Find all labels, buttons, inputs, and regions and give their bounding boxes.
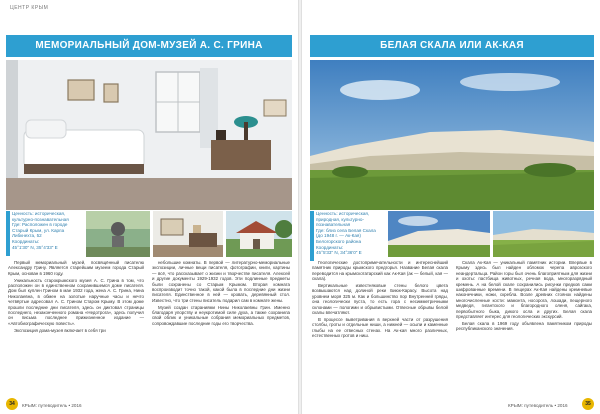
paragraph: Вертикальные известняковые стены белого цвета возвышаются над долиной реки Биюк-Карасу. Высота над уровнем моря 325 м. Как и большинство пор Внутренней гряды, она геологически пуста, то есть гора с несимметричными склонами — пологими и обрывистыми. Отвесные обрывы белой скалы впечатляют.	[312, 283, 448, 316]
caption-line: (до 1948 г. — Ак-Кая)	[316, 233, 361, 239]
bust-photo	[86, 211, 150, 257]
paragraph: В процессе выветривания в верхней части от разрушения столбы, гроты и отдельные ниши, а нижней — осыпи и каменные глыбы на ее отвесных стенах. На Ак-кая много различных, естественных гротов и ниш.	[312, 316, 448, 339]
museum-room-photo	[6, 60, 292, 210]
paragraph: Экспозиция дома-музея включает в себя три	[14, 327, 106, 333]
paragraph: Белая скала в 1969 году объявлена памятником природы республиканского значения.	[456, 320, 592, 332]
caption-line: Координаты:	[12, 238, 40, 244]
caption-line: культурно-познавательная	[12, 216, 69, 222]
house-exterior-photo	[226, 211, 292, 257]
left-text-column-2	[152, 260, 290, 328]
page-number: 35	[582, 398, 594, 410]
paragraph: Уникальность старокрымского музея А. С. Грина в том, что расположен он в единственном сохранившемся доме писателя. Дом был куплен Грином в мае 1932 года, жена А. С. Грина, Нина Николаевна, в обмен на золотые наручные часы и нечто четвёртые адресовал А. С. Грином Старом Крыму. В этом доме прошли последние дни писателя, здесь он диктовал страницы последнего, незаконченного романа «Недотрога», здесь получил он письма последнее прижизненное издание — «Автобиографическую повесть».	[8, 277, 144, 326]
right-text-column-2	[456, 260, 592, 333]
left-page	[0, 0, 298, 414]
museum-caption	[12, 211, 82, 250]
page-number: 34	[6, 398, 18, 410]
cliff-landscape	[310, 60, 594, 210]
paragraph: Скала Ак-Кая — уникальный памятник истории. Впервые в Крыму здесь был найден обломок черепа аврозского неандертальца. Район горы был очень благоприятным для жизни и охоты: пастбища животных, речная вода, многоразрядный кремень. А на белой скале сохранились рисунки предков сами шифрованные времени. В пещерах Ак-Кая найдены кремневые наконечники, ножи, скребла. Возле древних стоянок найдены многочисленные кости: мамонта, носорога, лошади, пещерного медведя, гигантского и благородного оленя, сайгака, первобытного быка, дикого осла и других. Белая скала представляет интерес для геологических экскурсий.	[456, 260, 592, 320]
paragraph: небольшие комнаты. В первой — литературно-мемориальные экспозиции, личные вещи писателя, фотографии, книги, картины — всё, что рассказывает о жизни и творчестве писателя. Алексей и другие документы 1929-1932 годов. Эти подлинные предметы были сохранены со Старым Крымом. Вторая комната воспроизводит точно такой, какой была в последние дни жизни писателя. Единственное в ней — кровать, деревянный стол. Известно, что три стены писатель подарил сам в комнате жены.	[152, 260, 290, 303]
caption-line: природная, культурно-	[316, 216, 364, 222]
right-text-column-1	[312, 260, 448, 340]
caption-line: Ценность: историческая,	[316, 211, 370, 216]
study-room-photo	[153, 211, 223, 257]
caption-line: Старый Крым, ул. Карла	[12, 227, 65, 233]
left-page-title: МЕМОРИАЛЬНЫЙ ДОМ-МУЗЕЙ А. С. ГРИНА	[6, 35, 292, 57]
caption-line: познавательная	[316, 222, 351, 228]
rock-caption	[316, 211, 386, 256]
caption-line: Белогорского района	[316, 238, 362, 244]
paragraph: Первый мемориальный музей, посвящённый писателю Александру Грину. Является старейшим музеем города Старый Крым, основан в 1960 году.	[8, 260, 144, 276]
caption-line: 45°5'33" N, 34°36'0" E	[316, 250, 362, 256]
page-footer: КРЫМ: путеводитель • 2016	[22, 403, 82, 408]
page-footer: КРЫМ: путеводитель • 2016	[508, 403, 568, 408]
valley-photo	[493, 211, 594, 257]
caption-accent-bar	[310, 211, 314, 261]
caption-accent-bar	[6, 211, 10, 256]
right-page-title: БЕЛАЯ СКАЛА ИЛИ АК-КАЯ	[310, 35, 594, 57]
running-head: ЦЕНТР КРЫМ	[10, 5, 49, 11]
left-text-column-1	[8, 260, 144, 334]
right-page	[302, 0, 600, 414]
white-rock-photo	[310, 60, 594, 210]
caption-line: Где: близ села Белая Скала	[316, 227, 376, 233]
paragraph: Геологические достопримечательности и интереснейший памятник природы крымского предгорья. Название Белая скала переводится на крымскотатарский как Ак-Кая (ак — белый, кая — скала).	[312, 260, 448, 282]
caption-line: 45°1'30" N, 35°4'33" E	[12, 244, 58, 250]
caption-line: Координаты:	[316, 244, 344, 250]
caption-line: Ценность: историческая,	[12, 211, 66, 216]
caption-line: Где: Расположен в городе	[12, 222, 68, 228]
rock-closeup-photo	[388, 211, 490, 257]
paragraph: Музей создан стараниями Нины Николаевны Грин. Именно благодаря упорству и неукротимой силе духа, а также сохранила свой облик и уникальные собрания мемориальных предметов, сопровождавшие последние годы его творчества.	[152, 304, 290, 326]
bedroom-illustration	[6, 60, 292, 210]
caption-line: Либкнехта, 52	[12, 233, 42, 239]
